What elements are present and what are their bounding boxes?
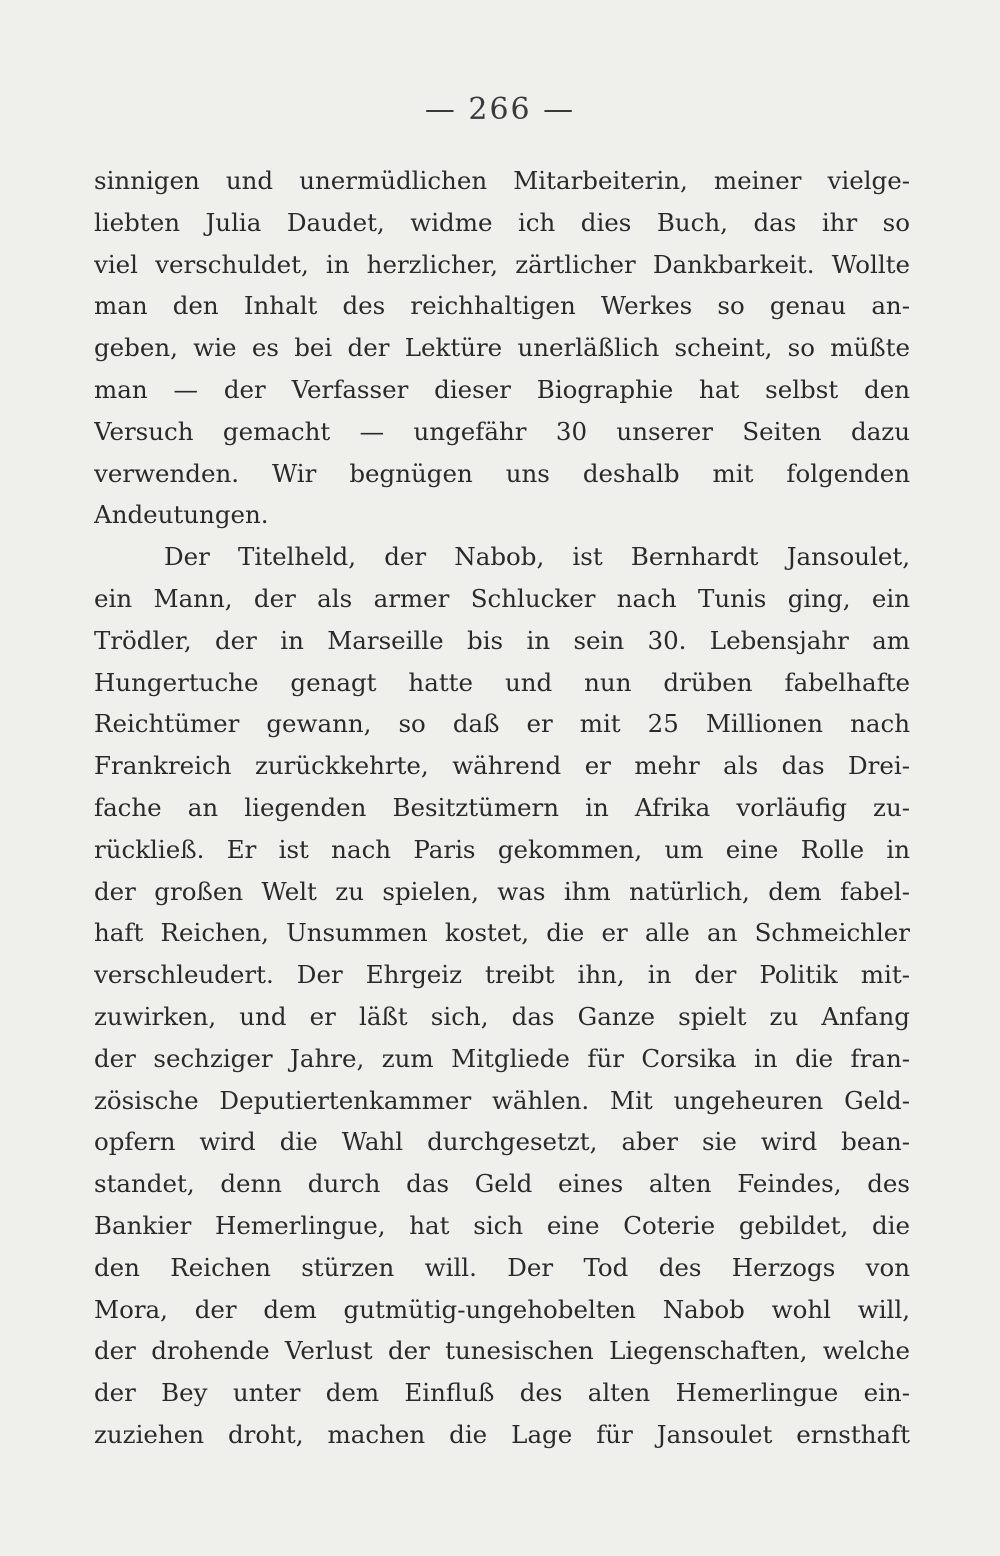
text-line: den Reichen stürzen will. Der Tod des Herzogs von [94, 1252, 910, 1282]
text-line: man den Inhalt des reichhaltigen Werkes so genau an- [94, 291, 910, 321]
text-line: Hungertuche genagt hatte und nun drüben fabelhafte [94, 667, 910, 697]
text-line: haft Reichen, Unsummen kostet, die er alle an Schmeichler [94, 918, 910, 948]
text-line: Versuch gemacht — ungefähr 30 unserer Seiten dazu [94, 416, 910, 446]
text-line: Reichtümer gewann, so daß er mit 25 Millionen nach [94, 709, 910, 739]
text-line: verschleudert. Der Ehrgeiz treibt ihn, in der Politik mit- [94, 960, 910, 990]
text-line: zuziehen droht, machen die Lage für Jansoulet ernsthaft [94, 1419, 910, 1449]
text-line: Mora, der dem gutmütig-ungehobelten Nabob wohl will, [94, 1294, 910, 1324]
text-line: standet, denn durch das Geld eines alten Feindes, des [94, 1169, 910, 1199]
text-line: opfern wird die Wahl durchgesetzt, aber sie wird bean- [94, 1127, 910, 1157]
text-line: zösische Deputiertenkammer wählen. Mit ungeheuren Geld- [94, 1085, 910, 1115]
text-line: fache an liegenden Besitztümern in Afrika vorläufig zu- [94, 792, 910, 822]
text-line: Bankier Hemerlingue, hat sich eine Coterie gebildet, die [94, 1210, 910, 1240]
text-line: Frankreich zurückkehrte, während er mehr als das Drei- [94, 751, 910, 781]
text-line: man — der Verfasser dieser Biographie hat selbst den [94, 374, 910, 404]
text-line: der drohende Verlust der tunesischen Liegenschaften, welche [94, 1336, 910, 1366]
text-line: liebten Julia Daudet, widme ich dies Buch, das ihr so [94, 207, 910, 237]
text-line: Andeutungen. [94, 500, 269, 530]
text-line: rückließ. Er ist nach Paris gekommen, um eine Rolle in [94, 834, 910, 864]
text-line: geben, wie es bei der Lektüre unerläßlich scheint, so müßte [94, 333, 910, 363]
text-line: sinnigen und unermüdlichen Mitarbeiterin, meiner vielge- [94, 166, 910, 195]
text-line: der sechziger Jahre, zum Mitgliede für Corsika in die fran- [94, 1043, 910, 1073]
text-line: der Bey unter dem Einfluß des alten Hemerlingue ein- [94, 1378, 910, 1408]
text-line: viel verschuldet, in herzlicher, zärtlicher Dankbarkeit. Wollte [94, 249, 910, 279]
text-line: zuwirken, und er läßt sich, das Ganze spielt zu Anfang [94, 1001, 910, 1031]
text-line: verwenden. Wir begnügen uns deshalb mit folgenden [94, 458, 910, 488]
paragraph-start-line: Der Titelheld, der Nabob, ist Bernhardt Jansoulet, [164, 542, 910, 572]
text-line: der großen Welt zu spielen, was ihm natürlich, dem fabel- [94, 876, 910, 906]
text-line: Trödler, der in Marseille bis in sein 30. Lebensjahr am [94, 625, 910, 655]
body-text [94, 160, 910, 1456]
text-line: ein Mann, der als armer Schlucker nach Tunis ging, ein [94, 583, 910, 613]
page-number: — 266 — [424, 92, 576, 127]
